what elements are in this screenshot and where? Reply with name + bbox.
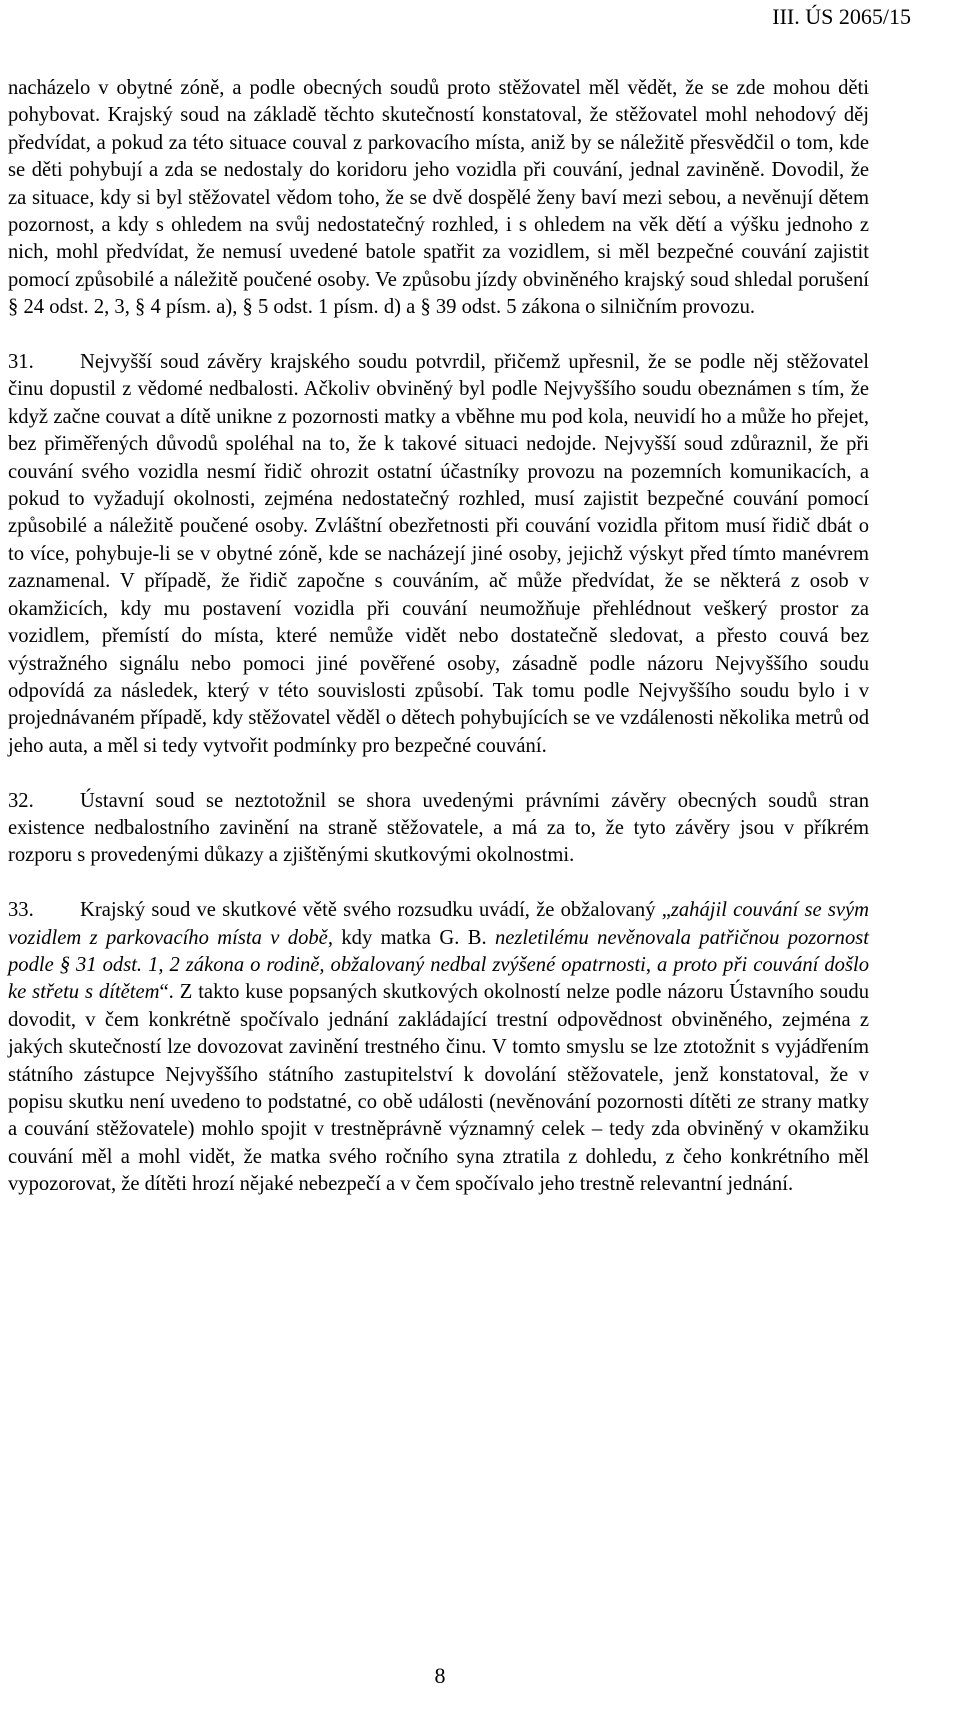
page-number: 8 (434, 1663, 446, 1688)
paragraph-33 (8, 897, 869, 1198)
paragraph-number: 33. (8, 899, 34, 922)
paragraph-text: nacházelo v obytné zóně, a podle obecných soudů proto stěžovatel měl vědět, že se zde mohou děti pohybovat. Krajský soud na základě těchto skutečností konstatoval, že stěžovatel mohl nehodový děj předvídat, a pokud za této situace couval z parkovacího místa, aniž by se náležitě přesvědčil o tom, kde se děti pohybují a zda se nedostaly do koridoru jeho vozidla při couvání, jednal zaviněně. Dovodil, že za situace, kdy si byl stěžovatel vědom toho, že se dvě dospělé ženy baví mezi sebou, a nevěnují dětem pozornost, a kdy s ohledem na svůj nedostatečný rozhled, i s ohledem na věk dětí a výšku jednoho z nich, mohl předvídat, že nemusí uvedené batole spatřit za vozidlem, si měl bezpečné couvání zajistit pomocí způsobilé a náležitě poučené osoby. Ve způsobu jízdy obviněného krajský soud shledal porušení § 24 odst. 2, 3, § 4 písm. a), § 5 odst. 1 písm. d) a § 39 odst. 5 zákona o silničním provozu. (8, 77, 869, 319)
paragraph-32 (8, 788, 869, 870)
paragraph-31 (8, 349, 869, 760)
paragraph-text: Krajský soud ve skutkové větě svého rozsudku uvádí, že obžalovaný „ (80, 899, 671, 922)
paragraph-30-continuation (8, 75, 869, 322)
quoted-verdict-italic: zahájil couvání se svým vozidlem z parkovacího místa v době, (8, 899, 869, 949)
document-body (8, 75, 869, 1226)
case-number-header: III. ÚS 2065/15 (772, 4, 911, 29)
paragraph-number: 31. (8, 351, 34, 374)
paragraph-text: “. Z takto kuse popsaných skutkových okolností nelze podle názoru Ústavního soudu dovodit, v čem konkrétně spočívalo jednání zakládající trestní odpovědnost obviněného, zejména z jakých skutečností lze dovozovat zavinění trestného činu. V tomto smyslu se lze ztotožnit s vyjádřením státního zástupce Nejvyššího státního zastupitelství k dovolání stěžovatele, jenž konstatoval, že v popisu skutku není uvedeno to podstatné, co obě události (nevěnování pozornosti dítěti ze strany matky a couvání stěžovatele) mohlo spojit v trestněprávně významný celek – tedy zda obviněný v okamžiku couvání měl a mohl vidět, že matka svého ročního syna ztratila z dohledu, z čeho konkrétního měl vypozorovat, že dítěti hrozí nějaké nebezpečí a v čem spočívalo jeho trestně relevantní jednání. (8, 981, 870, 1196)
quoted-verdict-italic: nezletilému nevěnovala patřičnou pozornost podle § 31 odst. 1, 2 zákona o rodině, obžalovaný nedbal zvýšené opatrnosti (8, 926, 869, 976)
quoted-verdict-italic: a proto při couvání došlo ke střetu s dítětem (8, 953, 869, 1004)
paragraph-number: 32. (8, 789, 34, 812)
paragraph-text: Ústavní soud se neztotožnil se shora uvedenými právními závěry obecných soudů stran existence nedbalostního zavinění na straně stěžovatele, a má za to, že tyto závěry jsou v příkrém rozporu s provedenými důkazy a zjištěnými skutkovými okolnostmi. (8, 789, 869, 867)
paragraph-text: , (645, 953, 658, 976)
paragraph-text: kdy matka G. B. (332, 926, 495, 949)
paragraph-text: Nejvyšší soud závěry krajského soudu potvrdil, přičemž upřesnil, že se podle něj stěžovatel činu dopustil z vědomé nedbalosti. Ačkoliv obviněný byl podle Nejvyššího soudu obeznámen s tím, že když začne couvat a dítě unikne z pozornosti matky a vběhne mu pod kola, neuvidí ho a může ho přejet, bez přiměřených důvodů spoléhal na to, že k takové situaci nedojde. Nejvyšší soud zdůraznil, že při couvání svého vozidla nesmí řidič ohrozit ostatní účastníky provozu na pozemních komunikacích, a pokud to vyžadují okolnosti, zejména nedostatečný rozhled, musí zajistit bezpečné couvání pomocí způsobilé a náležitě poučené osoby. Zvláštní obezřetnosti při couvání vozidla přitom musí řidič dbát o to více, pohybuje-li se v obytné zóně, kde se nacházejí jiné osoby, jejichž výskyt před tímto manévrem zaznamenal. V případě, že řidič započne s couváním, ač může předvídat, že se některá z osob v okamžicích, kdy mu postavení vozidla při couvání neumožňuje přehlédnout veškerý prostor za vozidlem, přemístí do místa, které nemůže vidět nebo dostatečně sledovat, a přesto couvá bez výstražného signálu nebo pomoci jiné pověřené osoby, zásadně podle názoru Nejvyššího soudu odpovídá za následek, který v této souvislosti způsobí. Tak tomu podle Nejvyššího soudu bylo i v projednávaném případě, kdy stěžovatel věděl o dětech pohybujících se ve vzdálenosti několika metrů od jeho auta, a měl si tedy vytvořit podmínky pro bezpečné couvání. (8, 351, 869, 757)
